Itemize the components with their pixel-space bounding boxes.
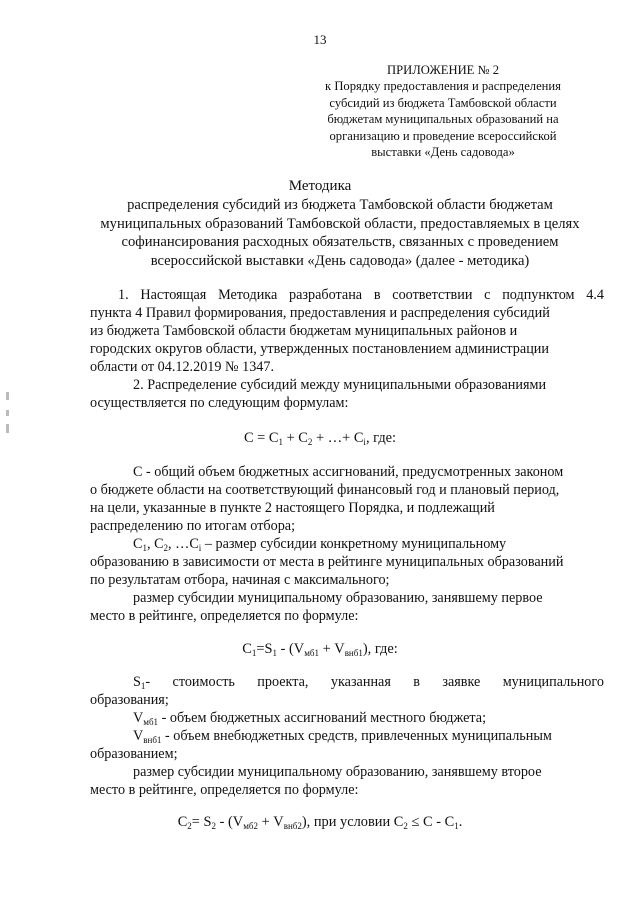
formula-text: - (145, 674, 151, 690)
appendix-line: бюджетам муниципальных образований на (327, 112, 559, 127)
paragraph-1-line: области от 04.12.2019 № 1347. (90, 359, 275, 375)
paragraph-1-line: из бюджета Тамбовской области бюджетам муниципальных районов и (90, 323, 518, 339)
word: в (373, 287, 381, 303)
formula-sub: 1 (278, 437, 283, 447)
text-span: заявке (442, 674, 481, 690)
definition-c-line: С - общий объем бюджетных ассигнований, предусмотренных законом (133, 464, 564, 480)
word: подпунктом (502, 287, 575, 303)
definition-c-line: о бюджете области на соответствующий финансовый год и плановый период, (90, 482, 560, 498)
text-span: указанная (330, 674, 391, 690)
formula-text: + V (318, 641, 345, 657)
formula-sub: внб2 (283, 821, 302, 831)
word: Настоящая (140, 287, 207, 303)
formula-sub: мб2 (243, 821, 258, 831)
text-span: стоимость (172, 674, 235, 690)
subtitle-line: распределения субсидий из бюджета Тамбовской области бюджетам (127, 197, 553, 213)
text-span: муниципального (502, 674, 604, 690)
word: с (484, 287, 491, 303)
formula-sub: мб1 (143, 717, 159, 727)
appendix-line: к Порядку предоставления и распределения (325, 79, 561, 94)
formula-text: С (177, 814, 188, 830)
definition-c-line: на цели, указанные в пункте 2 настоящего Порядка, и подлежащий (90, 500, 495, 516)
formula-text: V (133, 710, 144, 726)
word: соответствии (392, 287, 473, 303)
formula-sub: 2 (211, 821, 217, 831)
first-place-line: место в рейтинге, определяется по формуле: (90, 608, 359, 624)
word: Методика (218, 287, 278, 303)
second-place-line: место в рейтинге, определяется по формуле: (90, 782, 359, 798)
definition-vvnb1-line (133, 727, 552, 745)
subtitle-line: софинансирования расходных обязательств, связанных с проведением (121, 234, 559, 251)
formula-text: + V (257, 814, 284, 830)
second-place-line: размер субсидии муниципальному образованию, занявшему второе (133, 764, 542, 780)
methodology-subtitle (60, 196, 620, 270)
scan-mark (6, 392, 9, 400)
formula-sub: 2 (403, 821, 408, 831)
scan-mark (6, 410, 9, 416)
formula-text: ≤ С - С (407, 814, 455, 830)
page-number: 13 (313, 32, 327, 47)
text-span: - объем бюджетных ассигнований местного бюджета; (158, 710, 487, 726)
text-span: проекта, (257, 674, 309, 690)
definition-s1-line (133, 673, 604, 691)
word: разработана (289, 287, 363, 303)
formula-text: ), при условии С (301, 814, 404, 830)
paragraph-1-line (118, 286, 604, 304)
paragraph-1-line: городских округов области, утвержденных постановлением администрации (90, 341, 549, 357)
text-span: – размер субсидии конкретному муниципальному (201, 536, 507, 552)
formula-sub: 1 (272, 648, 277, 658)
formula-sub: внб1 (344, 648, 363, 658)
text-span: С (133, 536, 143, 552)
text-span (133, 673, 150, 691)
formula-sub: 1 (142, 543, 147, 553)
formula-text: . (458, 814, 463, 830)
formula-sub: 2 (163, 543, 169, 553)
formula-sub: мб1 (304, 648, 319, 658)
formula-c2 (0, 813, 640, 831)
text-span: - объем внебюджетных средств, привлеченных муниципальным (161, 728, 552, 744)
formula-text: , где: (365, 430, 397, 446)
subtitle-line: муниципальных образований Тамбовской области, предоставляемых в целях (100, 215, 580, 232)
formula-text: С = С (243, 430, 279, 446)
text-span: , …С (168, 536, 199, 552)
formula-text: С (242, 641, 252, 657)
formula-sub: 2 (187, 821, 192, 831)
appendix-line: организацию и проведение всероссийской (329, 128, 557, 143)
formula-sub: i (198, 543, 202, 553)
definition-ci-line: образованию в зависимости от места в рейтинге муниципальных образований (90, 554, 564, 570)
formula-sub: 1 (140, 681, 146, 691)
formula-text: - (V (277, 641, 305, 657)
appendix-title: ПРИЛОЖЕНИЕ № 2 (387, 63, 499, 77)
formula-sub: внб1 (143, 735, 162, 745)
formula-total (0, 429, 640, 447)
formula-text: + …+ С (312, 430, 364, 446)
definition-ci-line: по результатам отбора, начиная с максимального; (90, 572, 390, 588)
paragraph-1-line: пункта 4 Правил формирования, предоставления и распределения субсидий (90, 305, 550, 321)
formula-text: = S (191, 814, 212, 830)
appendix-line: выставки «День садовода» (371, 145, 515, 160)
text-span: , С (146, 536, 164, 552)
word: 1. (118, 287, 129, 303)
formula-text: S (133, 674, 141, 690)
formula-sub: 1 (454, 821, 459, 831)
formula-sub: i (363, 437, 366, 447)
methodology-title: Методика (288, 178, 352, 194)
paragraph-2-line: осуществляется по следующим формулам: (90, 395, 349, 411)
definition-c-line: распределению по итогам отбора; (90, 518, 296, 534)
subtitle-line: всероссийской выставки «День садовода» (далее - методика) (150, 252, 530, 269)
appendix-header (318, 62, 568, 160)
formula-text: =S (256, 641, 273, 657)
definition-vvnb1-line: образованием; (90, 746, 178, 762)
formula-text: ), где: (362, 641, 398, 657)
paragraph-2-line: 2. Распределение субсидий между муниципальными образованиями (133, 377, 547, 393)
formula-text: V (133, 728, 144, 744)
definition-s1-line: образования; (90, 692, 169, 708)
first-place-line: размер субсидии муниципальному образованию, занявшему первое (133, 590, 543, 606)
formula-text: + С (282, 430, 308, 446)
definition-ci-line (133, 535, 506, 553)
formula-sub: 1 (251, 648, 257, 658)
appendix-line: субсидий из бюджета Тамбовской области (329, 95, 557, 110)
word: 4.4 (586, 287, 604, 303)
formula-c1 (0, 640, 640, 658)
definition-vmb1-line (133, 709, 486, 727)
formula-sub: 2 (307, 437, 313, 447)
formula-text: - (V (216, 814, 244, 830)
text-span: в (413, 674, 420, 690)
